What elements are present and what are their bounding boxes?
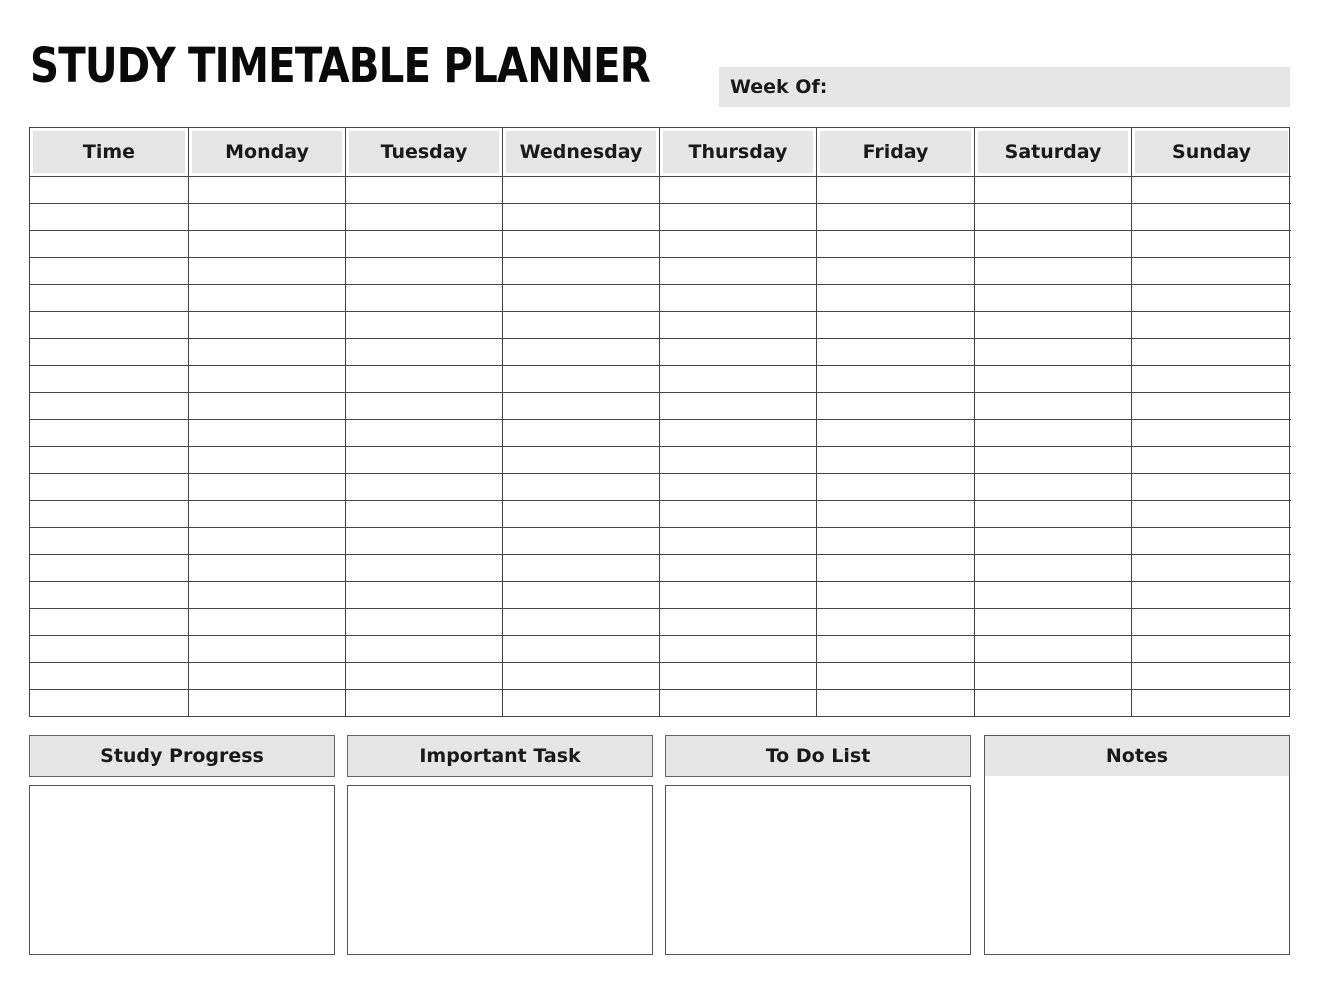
timetable-cell[interactable] (346, 501, 503, 528)
timetable-cell[interactable] (975, 204, 1132, 231)
timetable-cell[interactable] (30, 663, 189, 690)
timetable-cell[interactable] (503, 609, 660, 636)
timetable-cell[interactable] (660, 285, 817, 312)
timetable-cell[interactable] (30, 474, 189, 501)
timetable-cell[interactable] (30, 177, 189, 204)
timetable-cell[interactable] (503, 339, 660, 366)
timetable-cell[interactable] (503, 285, 660, 312)
timetable-cell[interactable] (346, 258, 503, 285)
study-progress-header: Study Progress (29, 735, 335, 777)
timetable-cell[interactable] (817, 366, 975, 393)
timetable-cell[interactable] (817, 501, 975, 528)
timetable-cell[interactable] (189, 420, 346, 447)
timetable-cell[interactable] (346, 474, 503, 501)
timetable-cell[interactable] (189, 393, 346, 420)
timetable-cell[interactable] (30, 420, 189, 447)
timetable-cell[interactable] (503, 231, 660, 258)
timetable-cell[interactable] (189, 285, 346, 312)
timetable-cell[interactable] (975, 231, 1132, 258)
timetable-cell[interactable] (1132, 582, 1291, 609)
timetable-cell[interactable] (817, 285, 975, 312)
timetable-cell[interactable] (660, 528, 817, 555)
timetable-cell[interactable] (975, 582, 1132, 609)
timetable-cell[interactable] (189, 366, 346, 393)
week-of-label: Week Of: (730, 76, 828, 98)
timetable-cell[interactable] (1132, 339, 1291, 366)
timetable-cell[interactable] (346, 204, 503, 231)
timetable-cell[interactable] (1132, 420, 1291, 447)
timetable-cell[interactable] (503, 636, 660, 663)
study-progress-box[interactable] (29, 785, 335, 955)
timetable-cell[interactable] (189, 501, 346, 528)
timetable-cell[interactable] (503, 366, 660, 393)
column-header-time: Time (30, 128, 189, 177)
timetable-cell[interactable] (30, 204, 189, 231)
timetable-cell[interactable] (660, 420, 817, 447)
timetable-cell[interactable] (817, 339, 975, 366)
column-header-friday: Friday (817, 128, 975, 177)
timetable-cell[interactable] (975, 663, 1132, 690)
timetable-cell[interactable] (975, 474, 1132, 501)
timetable-cell[interactable] (30, 501, 189, 528)
timetable-cell[interactable] (346, 420, 503, 447)
timetable-cell[interactable] (1132, 663, 1291, 690)
timetable-cell[interactable] (30, 447, 189, 474)
timetable-cell[interactable] (660, 582, 817, 609)
timetable-cell[interactable] (346, 339, 503, 366)
timetable-cell[interactable] (817, 636, 975, 663)
timetable-cell[interactable] (660, 690, 817, 717)
timetable-cell[interactable] (1132, 474, 1291, 501)
timetable-cell[interactable] (660, 312, 817, 339)
timetable-cell[interactable] (189, 474, 346, 501)
timetable-cell[interactable] (1132, 447, 1291, 474)
timetable-cell[interactable] (30, 555, 189, 582)
timetable-cell[interactable] (817, 258, 975, 285)
timetable-cell[interactable] (30, 393, 189, 420)
timetable-cell[interactable] (817, 312, 975, 339)
week-of-field[interactable] (719, 67, 1290, 107)
timetable-cell[interactable] (189, 177, 346, 204)
timetable-cell[interactable] (1132, 204, 1291, 231)
timetable-cell[interactable] (30, 366, 189, 393)
timetable-cell[interactable] (346, 312, 503, 339)
timetable-cell[interactable] (189, 663, 346, 690)
timetable-cell[interactable] (975, 312, 1132, 339)
timetable-cell[interactable] (1132, 177, 1291, 204)
timetable-cell[interactable] (817, 663, 975, 690)
timetable-cell[interactable] (189, 555, 346, 582)
timetable-cell[interactable] (503, 204, 660, 231)
timetable-cell[interactable] (975, 393, 1132, 420)
timetable-cell[interactable] (189, 528, 346, 555)
timetable-cell[interactable] (346, 690, 503, 717)
timetable-cell[interactable] (503, 582, 660, 609)
timetable-cell[interactable] (817, 555, 975, 582)
timetable-cell[interactable] (189, 690, 346, 717)
timetable-cell[interactable] (817, 528, 975, 555)
timetable-cell[interactable] (30, 258, 189, 285)
timetable-cell[interactable] (189, 204, 346, 231)
timetable-cell[interactable] (975, 636, 1132, 663)
timetable-cell[interactable] (817, 447, 975, 474)
timetable-cell[interactable] (30, 285, 189, 312)
timetable-cell[interactable] (189, 231, 346, 258)
timetable-cell[interactable] (817, 231, 975, 258)
timetable-cell[interactable] (1132, 636, 1291, 663)
timetable-cell[interactable] (1132, 555, 1291, 582)
timetable-cell[interactable] (975, 366, 1132, 393)
timetable-cell[interactable] (1132, 690, 1291, 717)
timetable-cell[interactable] (975, 690, 1132, 717)
timetable-cell[interactable] (503, 555, 660, 582)
timetable-cell[interactable] (817, 474, 975, 501)
timetable-cell[interactable] (346, 528, 503, 555)
timetable-cell[interactable] (1132, 285, 1291, 312)
timetable-cell[interactable] (975, 339, 1132, 366)
timetable-cell[interactable] (189, 636, 346, 663)
timetable-cell[interactable] (30, 609, 189, 636)
timetable-cell[interactable] (817, 582, 975, 609)
column-header-thursday: Thursday (660, 128, 817, 177)
timetable-cell[interactable] (660, 663, 817, 690)
timetable-cell[interactable] (189, 609, 346, 636)
timetable-cell[interactable] (189, 339, 346, 366)
column-header-saturday: Saturday (975, 128, 1132, 177)
timetable-cell[interactable] (817, 690, 975, 717)
timetable-cell[interactable] (346, 177, 503, 204)
timetable-cell[interactable] (975, 258, 1132, 285)
timetable-cell[interactable] (975, 609, 1132, 636)
timetable-cell[interactable] (975, 285, 1132, 312)
timetable-cell[interactable] (503, 528, 660, 555)
timetable-cell[interactable] (660, 258, 817, 285)
timetable-cell[interactable] (30, 690, 189, 717)
timetable-cell[interactable] (660, 636, 817, 663)
column-header-tuesday: Tuesday (346, 128, 503, 177)
timetable-cell[interactable] (503, 663, 660, 690)
column-header-monday: Monday (189, 128, 346, 177)
timetable-cell[interactable] (660, 231, 817, 258)
timetable-cell[interactable] (1132, 528, 1291, 555)
timetable-cell[interactable] (660, 501, 817, 528)
timetable-cell[interactable] (346, 663, 503, 690)
timetable-grid (29, 127, 1290, 717)
timetable-cell[interactable] (30, 636, 189, 663)
timetable-cell[interactable] (503, 690, 660, 717)
timetable-cell[interactable] (660, 339, 817, 366)
timetable-cell[interactable] (975, 555, 1132, 582)
timetable-cell[interactable] (346, 636, 503, 663)
timetable-cell[interactable] (189, 312, 346, 339)
to-do-list-header: To Do List (665, 735, 971, 777)
timetable-cell[interactable] (817, 177, 975, 204)
timetable-cell[interactable] (975, 177, 1132, 204)
timetable-cell[interactable] (1132, 231, 1291, 258)
timetable-cell[interactable] (189, 582, 346, 609)
timetable-cell[interactable] (660, 393, 817, 420)
timetable-cell[interactable] (975, 447, 1132, 474)
timetable-cell[interactable] (30, 339, 189, 366)
column-header-sunday: Sunday (1132, 128, 1291, 177)
timetable-cell[interactable] (503, 258, 660, 285)
timetable-cell[interactable] (1132, 312, 1291, 339)
timetable-cell[interactable] (503, 447, 660, 474)
timetable-cell[interactable] (817, 204, 975, 231)
timetable-cell[interactable] (30, 312, 189, 339)
timetable-cell[interactable] (503, 177, 660, 204)
important-task-box[interactable] (347, 785, 653, 955)
notes-box[interactable] (984, 735, 1290, 955)
timetable-cell[interactable] (1132, 366, 1291, 393)
timetable-cell[interactable] (30, 528, 189, 555)
timetable-cell[interactable] (503, 393, 660, 420)
timetable-cell[interactable] (346, 609, 503, 636)
timetable-cell[interactable] (30, 231, 189, 258)
page-title: STUDY TIMETABLE PLANNER (30, 38, 651, 94)
timetable-cell[interactable] (660, 474, 817, 501)
timetable-cell[interactable] (660, 609, 817, 636)
timetable-cell[interactable] (503, 420, 660, 447)
timetable-cell[interactable] (346, 366, 503, 393)
timetable-cell[interactable] (189, 447, 346, 474)
timetable-cell[interactable] (346, 231, 503, 258)
timetable-cell[interactable] (817, 393, 975, 420)
timetable-cell[interactable] (1132, 501, 1291, 528)
to-do-list-box[interactable] (665, 785, 971, 955)
notes-header: Notes (985, 736, 1289, 776)
timetable-cell[interactable] (189, 258, 346, 285)
timetable-cell[interactable] (1132, 609, 1291, 636)
timetable-cell[interactable] (660, 366, 817, 393)
timetable-cell[interactable] (503, 474, 660, 501)
timetable-cell[interactable] (30, 582, 189, 609)
timetable-cell[interactable] (975, 528, 1132, 555)
timetable-cell[interactable] (346, 393, 503, 420)
timetable-cell[interactable] (660, 555, 817, 582)
timetable-cell[interactable] (1132, 393, 1291, 420)
timetable-cell[interactable] (975, 501, 1132, 528)
timetable-cell[interactable] (1132, 258, 1291, 285)
important-task-header: Important Task (347, 735, 653, 777)
timetable-cell[interactable] (346, 582, 503, 609)
column-header-wednesday: Wednesday (503, 128, 660, 177)
timetable-cell[interactable] (660, 177, 817, 204)
timetable-cell[interactable] (660, 204, 817, 231)
timetable-cell[interactable] (503, 501, 660, 528)
timetable-cell[interactable] (346, 447, 503, 474)
timetable-cell[interactable] (817, 609, 975, 636)
timetable-cell[interactable] (346, 285, 503, 312)
timetable-cell[interactable] (817, 420, 975, 447)
timetable-cell[interactable] (346, 555, 503, 582)
timetable-cell[interactable] (660, 447, 817, 474)
timetable-cell[interactable] (975, 420, 1132, 447)
timetable-cell[interactable] (503, 312, 660, 339)
